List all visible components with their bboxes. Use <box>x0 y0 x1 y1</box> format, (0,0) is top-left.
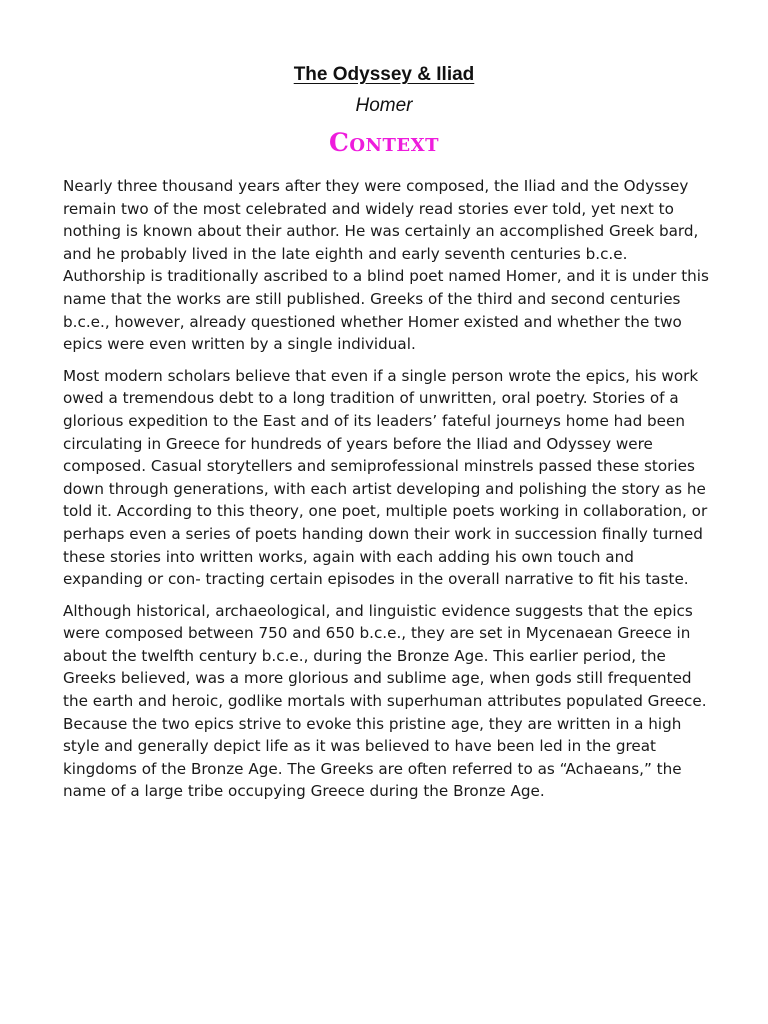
document-title: The Odyssey & Iliad <box>293 64 475 85</box>
paragraph: Although historical, archaeological, and linguistic evidence suggests that the epics were composed between 750 and 650 b.c.e., they are set in Mycenaean Greece in about the twelfth century b.c.e., during the Bronze Age. This earlier period, the Greeks believed, was a more glorious and sublime age, when gods still frequented the earth and heroic, godlike mortals with superhuman attributes populated Greece. Because the two epics strive to evoke this pristine age, they are written in a high style and generally depict life as it was believed to have been led in the great kingdoms of the Bronze Age. The Greeks are often referred to as “Achaeans,” the name of a large tribe occupying Greece during the Bronze Age. <box>63 601 707 801</box>
paragraph: Nearly three thousand years after they were composed, the Iliad and the Odyssey remain two of the most celebrated and widely read stories ever told, yet next to nothing is known about their author. He was certainly an accomplished Greek bard, and he probably lived in the late eighth and early seventh centuries b.c.e. Authorship is traditionally ascribed to a blind poet named Homer, and it is under this name that the works are still published. Greeks of the third and second centuries b.c.e., however, already questioned whether Homer existed and whether the two epics were even written by a single individual. <box>63 177 709 354</box>
body-text <box>63 175 711 812</box>
paragraph: Most modern scholars believe that even if a single person wrote the epics, his work owed a tremendous debt to a long tradition of unwritten, oral poetry. Stories of a glorious expedition to the East and of its leaders’ fateful journeys home had been circulating in Greece for hundreds of years before the Iliad and Odyssey were composed. Casual storytellers and semiprofessional minstrels passed these stories down through generations, with each artist developing and polishing the story as he told it. According to this theory, one poet, multiple poets working in collaboration, or perhaps even a series of poets handing down their work in succession finally turned these stories into written works, again with each adding his own touch and expanding or con- tracting certain episodes in the overall narrative to fit his taste. <box>63 366 708 589</box>
document-author: Homer <box>355 95 413 116</box>
section-heading: Context <box>328 128 439 157</box>
